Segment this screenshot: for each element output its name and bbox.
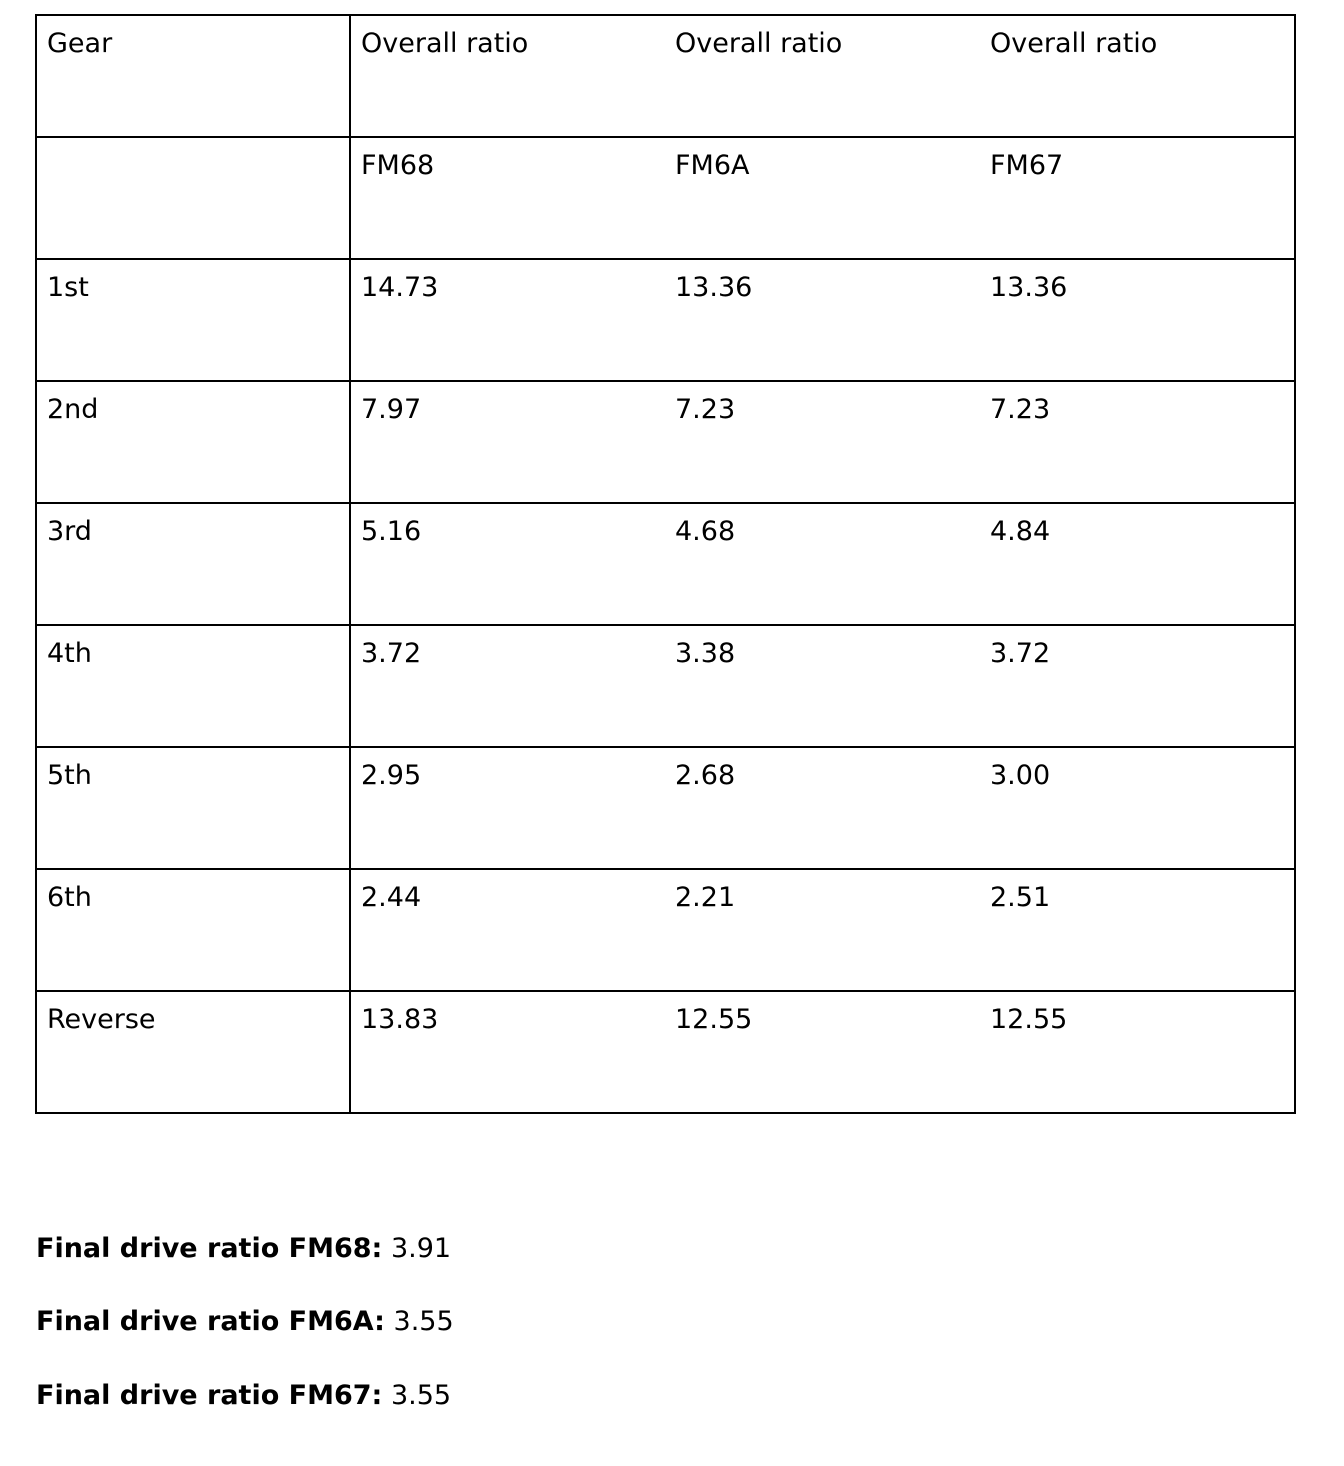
ratio-cell-fm6a: 4.68 xyxy=(665,503,980,625)
header-cell-gear: Gear xyxy=(36,15,350,137)
ratio-cell-fm68: 2.95 xyxy=(350,747,665,869)
ratio-cell-fm67: 2.51 xyxy=(980,869,1295,991)
table-row xyxy=(36,625,1295,747)
final-drive-label: Final drive ratio FM67: xyxy=(36,1380,383,1411)
final-drive-value: 3.55 xyxy=(393,1306,454,1337)
ratio-cell-fm6a: 12.55 xyxy=(665,991,980,1113)
ratio-cell-fm67: 13.36 xyxy=(980,259,1295,381)
table-row xyxy=(36,381,1295,503)
gear-ratio-table xyxy=(35,14,1296,1114)
ratio-cell-fm67: 3.00 xyxy=(980,747,1295,869)
table-header-row xyxy=(36,15,1295,137)
gear-cell: 4th xyxy=(36,625,350,747)
header-cell-overall-ratio-1: Overall ratio xyxy=(350,15,665,137)
ratio-cell-fm6a: 13.36 xyxy=(665,259,980,381)
ratio-cell-fm68: 2.44 xyxy=(350,869,665,991)
subheader-cell-fm68: FM68 xyxy=(350,137,665,259)
subheader-cell-fm67: FM67 xyxy=(980,137,1295,259)
gear-cell: Reverse xyxy=(36,991,350,1113)
ratio-cell-fm6a: 7.23 xyxy=(665,381,980,503)
ratio-cell-fm68: 7.97 xyxy=(350,381,665,503)
gear-cell: 6th xyxy=(36,869,350,991)
table-row xyxy=(36,991,1295,1113)
final-drive-fm67 xyxy=(36,1380,451,1412)
ratio-cell-fm68: 13.83 xyxy=(350,991,665,1113)
table-row xyxy=(36,503,1295,625)
subheader-cell-empty xyxy=(36,137,350,259)
table-row xyxy=(36,747,1295,869)
ratio-cell-fm68: 14.73 xyxy=(350,259,665,381)
final-drive-fm68 xyxy=(36,1233,451,1265)
table-row xyxy=(36,869,1295,991)
final-drive-label: Final drive ratio FM68: xyxy=(36,1233,383,1264)
ratio-cell-fm6a: 3.38 xyxy=(665,625,980,747)
ratio-cell-fm68: 5.16 xyxy=(350,503,665,625)
table-row xyxy=(36,259,1295,381)
gear-cell: 2nd xyxy=(36,381,350,503)
header-cell-overall-ratio-3: Overall ratio xyxy=(980,15,1295,137)
ratio-cell-fm67: 12.55 xyxy=(980,991,1295,1113)
ratio-cell-fm6a: 2.68 xyxy=(665,747,980,869)
gear-cell: 3rd xyxy=(36,503,350,625)
header-cell-overall-ratio-2: Overall ratio xyxy=(665,15,980,137)
final-drive-fm6a xyxy=(36,1306,454,1338)
ratio-cell-fm67: 4.84 xyxy=(980,503,1295,625)
ratio-cell-fm68: 3.72 xyxy=(350,625,665,747)
ratio-cell-fm67: 3.72 xyxy=(980,625,1295,747)
final-drive-value: 3.55 xyxy=(390,1380,452,1411)
final-drive-value: 3.91 xyxy=(390,1233,452,1264)
table-subheader-row xyxy=(36,137,1295,259)
ratio-cell-fm67: 7.23 xyxy=(980,381,1295,503)
gear-cell: 5th xyxy=(36,747,350,869)
gear-cell: 1st xyxy=(36,259,350,381)
final-drive-label: Final drive ratio FM6A: xyxy=(36,1306,385,1337)
ratio-cell-fm6a: 2.21 xyxy=(665,869,980,991)
subheader-cell-fm6a: FM6A xyxy=(665,137,980,259)
